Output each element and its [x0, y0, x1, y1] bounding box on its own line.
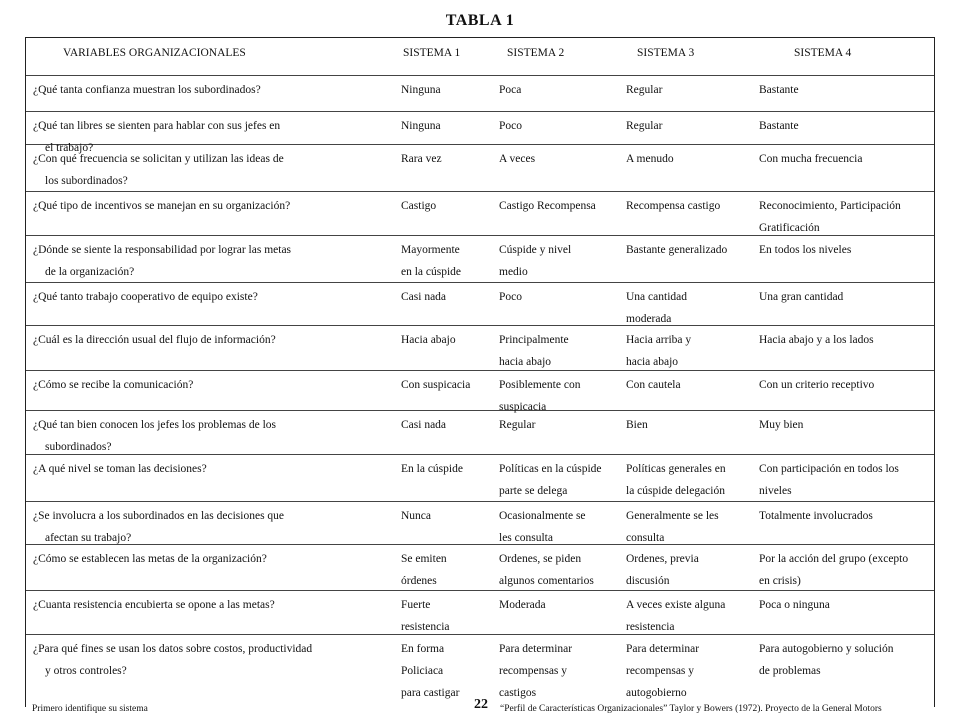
cell-line: Rara vez — [401, 153, 442, 165]
sistema-4-value — [759, 115, 799, 137]
sistema-4-value — [759, 594, 830, 616]
sistema-1-value — [401, 239, 461, 283]
cell-line: Una cantidad — [626, 291, 687, 303]
cell-line: A veces — [499, 153, 536, 165]
cell-line: les consulta — [499, 532, 553, 544]
header-sistema-3: SISTEMA 3 — [637, 47, 695, 59]
sistema-4-value — [759, 239, 851, 261]
sistema-4-value — [759, 329, 874, 351]
sistema-3-value — [626, 414, 648, 436]
sistema-2-value — [499, 286, 522, 308]
cell-line: Para determinar — [626, 643, 700, 655]
cell-line: En la cúspide — [401, 463, 463, 475]
sistema-2-value — [499, 638, 572, 704]
cell-line: Generalmente se les — [626, 510, 719, 522]
cell-line: en la cúspide — [401, 266, 462, 278]
sistema-4-value — [759, 195, 901, 239]
sistema-1-value — [401, 195, 436, 217]
sistema-3-value — [626, 638, 699, 704]
sistema-1-value — [401, 414, 446, 436]
cell-line: Con un criterio receptivo — [759, 379, 875, 391]
cell-line: ¿Qué tanto trabajo cooperativo de equipo existe? — [33, 291, 258, 303]
cell-line: ¿Dónde se siente la responsabilidad por lograr las metas — [33, 244, 292, 256]
cell-line: Bien — [626, 419, 648, 431]
variable-question — [33, 414, 276, 458]
sistema-4-value — [759, 548, 908, 592]
sistema-3-value — [626, 329, 691, 373]
variable-question — [33, 505, 284, 549]
cell-line: hacia abajo — [499, 356, 552, 368]
cell-line: Fuerte — [401, 599, 431, 611]
sistema-1-value — [401, 458, 463, 480]
cell-line: Hacia abajo y a los lados — [759, 334, 874, 346]
cell-line: Poco — [499, 291, 522, 303]
cell-line: resistencia — [626, 621, 675, 633]
cell-line: recompensas y — [626, 665, 695, 677]
sistema-3-value — [626, 458, 726, 502]
sistema-2-value — [499, 239, 571, 283]
cell-line: parte se delega — [499, 485, 568, 497]
cell-line: Posiblemente con — [499, 379, 581, 391]
cell-line: Una gran cantidad — [759, 291, 844, 303]
cell-line: Regular — [626, 84, 663, 96]
sistema-4-value — [759, 414, 803, 436]
cell-line: Recompensa castigo — [626, 200, 721, 212]
cell-line: ¿Para qué fines se usan los datos sobre costos, productividad — [33, 643, 313, 655]
cell-line: Muy bien — [759, 419, 804, 431]
cell-line: algunos comentarios — [499, 575, 594, 587]
sistema-3-value — [626, 79, 662, 101]
cell-line: Bastante — [759, 84, 799, 96]
cell-line: la cúspide delegación — [626, 485, 725, 497]
sistema-1-value — [401, 286, 446, 308]
cell-line: Poca o ninguna — [759, 599, 830, 611]
sistema-1-value — [401, 638, 459, 704]
cell-line: Casi nada — [401, 291, 447, 303]
table-row — [26, 411, 934, 455]
table-row — [26, 236, 934, 283]
sistema-1-value — [401, 374, 470, 396]
cell-line: ¿Cuál es la dirección usual del flujo de información? — [33, 334, 276, 346]
cell-line: subordinados? — [45, 441, 112, 453]
cell-line: Ninguna — [401, 84, 441, 96]
cell-line: Poca — [499, 84, 522, 96]
cell-line: Regular — [499, 419, 536, 431]
table-header-row — [26, 38, 934, 76]
cell-line: Con suspicacia — [401, 379, 471, 391]
cell-line: Regular — [626, 120, 663, 132]
cell-line: Policiaca — [401, 665, 444, 677]
sistema-2-value — [499, 195, 596, 217]
cell-line: para castigar — [401, 687, 460, 699]
cell-line: de problemas — [759, 665, 821, 677]
cell-line: Se emiten — [401, 553, 447, 565]
sistema-2-value — [499, 548, 594, 592]
cell-line: Nunca — [401, 510, 432, 522]
cell-line: Ocasionalmente se — [499, 510, 586, 522]
cell-line: Por la acción del grupo (excepto — [759, 553, 909, 565]
table-row — [26, 455, 934, 502]
cell-line: Cúspide y nivel — [499, 244, 572, 256]
sistema-2-value — [499, 148, 535, 170]
sistema-2-value — [499, 115, 522, 137]
cell-line: En todos los niveles — [759, 244, 852, 256]
header-sistema-4: SISTEMA 4 — [794, 47, 852, 59]
cell-line: consulta — [626, 532, 665, 544]
cell-line: hacia abajo — [626, 356, 679, 368]
cell-line: A menudo — [626, 153, 674, 165]
cell-line: ¿Qué tipo de incentivos se manejan en su organización? — [33, 200, 291, 212]
cell-line: órdenes — [401, 575, 437, 587]
sistema-2-value — [499, 79, 521, 101]
cell-line: Castigo — [401, 200, 437, 212]
cell-line: Bastante — [759, 120, 799, 132]
sistema-1-value — [401, 505, 431, 527]
cell-line: moderada — [626, 313, 672, 325]
cell-line: Hacia abajo — [401, 334, 456, 346]
cell-line: suspicacia — [499, 401, 547, 413]
cell-line: ¿Cómo se recibe la comunicación? — [33, 379, 194, 391]
cell-line: ¿Qué tan libres se sienten para hablar con sus jefes en — [33, 120, 281, 132]
sistema-3-value — [626, 594, 725, 638]
table-row — [26, 283, 934, 326]
cell-line: ¿Se involucra a los subordinados en las decisiones que — [33, 510, 285, 522]
table-row — [26, 145, 934, 192]
table-row — [26, 371, 934, 411]
table-title: TABLA 1 — [445, 12, 515, 29]
cell-line: Con mucha frecuencia — [759, 153, 863, 165]
cell-line: Ninguna — [401, 120, 441, 132]
cell-line: ¿Qué tanta confianza muestran los subordinados? — [33, 84, 261, 96]
cell-line: Moderada — [499, 599, 546, 611]
sistema-2-value — [499, 414, 535, 436]
cell-line: ¿Cuanta resistencia encubierta se opone a las metas? — [33, 599, 275, 611]
table-row — [26, 502, 934, 545]
sistema-3-value — [626, 548, 699, 592]
cell-line: Políticas en la cúspide — [499, 463, 602, 475]
sistema-3-value — [626, 239, 727, 261]
cell-line: resistencia — [401, 621, 450, 633]
cell-line: autogobierno — [626, 687, 687, 699]
cell-line: Con cautela — [626, 379, 681, 391]
cell-line: Gratificación — [759, 222, 820, 234]
sistema-4-value — [759, 286, 843, 308]
cell-line: discusión — [626, 575, 670, 587]
cell-line: Casi nada — [401, 419, 447, 431]
sistema-1-value — [401, 548, 447, 592]
cell-line: recompensas y — [499, 665, 568, 677]
table-row — [26, 545, 934, 591]
sistema-3-value — [626, 374, 681, 396]
cell-line: ¿Qué tan bien conocen los jefes los problemas de los — [33, 419, 277, 431]
cell-line: Para autogobierno y solución — [759, 643, 894, 655]
variable-question — [33, 458, 207, 480]
sistema-3-value — [626, 195, 720, 217]
cell-line: ¿Con qué frecuencia se solicitan y utilizan las ideas de — [33, 153, 284, 165]
cell-line: en crisis) — [759, 575, 801, 587]
sistema-1-value — [401, 594, 450, 638]
footer-source-citation: “Perfil de Características Organizacionales” Taylor y Bowers (1972). Proyecto de la General Motors — [500, 704, 882, 714]
sistema-4-value — [759, 374, 874, 396]
sistema-2-value — [499, 594, 546, 616]
cell-line: Con participación en todos los — [759, 463, 899, 475]
variable-question — [33, 79, 261, 101]
cell-line: En forma — [401, 643, 445, 655]
variable-question — [33, 239, 291, 283]
sistema-3-value — [626, 505, 719, 549]
table-row — [26, 76, 934, 112]
cell-line: de la organización? — [45, 266, 135, 278]
variable-question — [33, 148, 284, 192]
sistema-3-value — [626, 286, 687, 330]
variable-question — [33, 548, 267, 570]
cell-line: medio — [499, 266, 528, 278]
sistema-2-value — [499, 329, 569, 373]
footer-instruction: Primero identifique su sistema — [32, 704, 148, 714]
variable-question — [33, 195, 290, 217]
sistema-1-value — [401, 79, 441, 101]
table-row — [26, 326, 934, 371]
cell-line: Bastante generalizado — [626, 244, 728, 256]
sistema-4-value — [759, 638, 893, 682]
cell-line: Totalmente involucrados — [759, 510, 873, 522]
cell-line: y otros controles? — [45, 665, 127, 677]
variable-question — [33, 638, 312, 682]
cell-line: Para determinar — [499, 643, 573, 655]
cell-line: Mayormente — [401, 244, 460, 256]
cell-line: Ordenes, previa — [626, 553, 699, 565]
cell-line: Principalmente — [499, 334, 569, 346]
cell-line: Políticas generales en — [626, 463, 726, 475]
organizational-profile-table — [25, 37, 935, 707]
sistema-4-value — [759, 458, 899, 502]
cell-line: Hacia arriba y — [626, 334, 692, 346]
cell-line: Poco — [499, 120, 522, 132]
sistema-2-value — [499, 505, 586, 549]
sistema-4-value — [759, 79, 799, 101]
cell-line: ¿A qué nivel se toman las decisiones? — [33, 463, 207, 475]
cell-line: Reconocimiento, Participación — [759, 200, 901, 212]
table-row — [26, 112, 934, 154]
cell-line: A veces existe alguna — [626, 599, 726, 611]
sistema-4-value — [759, 148, 862, 170]
sistema-4-value — [759, 505, 873, 527]
cell-line: Ordenes, se piden — [499, 553, 582, 565]
sistema-1-value — [401, 329, 456, 351]
cell-line: Castigo Recompensa — [499, 200, 596, 212]
header-sistema-1: SISTEMA 1 — [403, 47, 461, 59]
cell-line: los subordinados? — [45, 175, 128, 187]
cell-line: niveles — [759, 485, 792, 497]
variable-question — [33, 329, 276, 351]
cell-line: afectan su trabajo? — [45, 532, 132, 544]
header-sistema-2: SISTEMA 2 — [507, 47, 565, 59]
sistema-1-value — [401, 148, 442, 170]
sistema-3-value — [626, 115, 662, 137]
variable-question — [33, 286, 258, 308]
page-number: 22 — [474, 697, 488, 712]
cell-line: el trabajo? — [45, 142, 94, 154]
cell-line: castigos — [499, 687, 537, 699]
sistema-3-value — [626, 148, 674, 170]
cell-line: ¿Cómo se establecen las metas de la organización? — [33, 553, 267, 565]
variable-question — [33, 594, 275, 616]
sistema-1-value — [401, 115, 441, 137]
header-variables: VARIABLES ORGANIZACIONALES — [63, 47, 246, 59]
table-row — [26, 192, 934, 236]
sistema-2-value — [499, 458, 602, 502]
variable-question — [33, 374, 193, 396]
table-row — [26, 591, 934, 635]
